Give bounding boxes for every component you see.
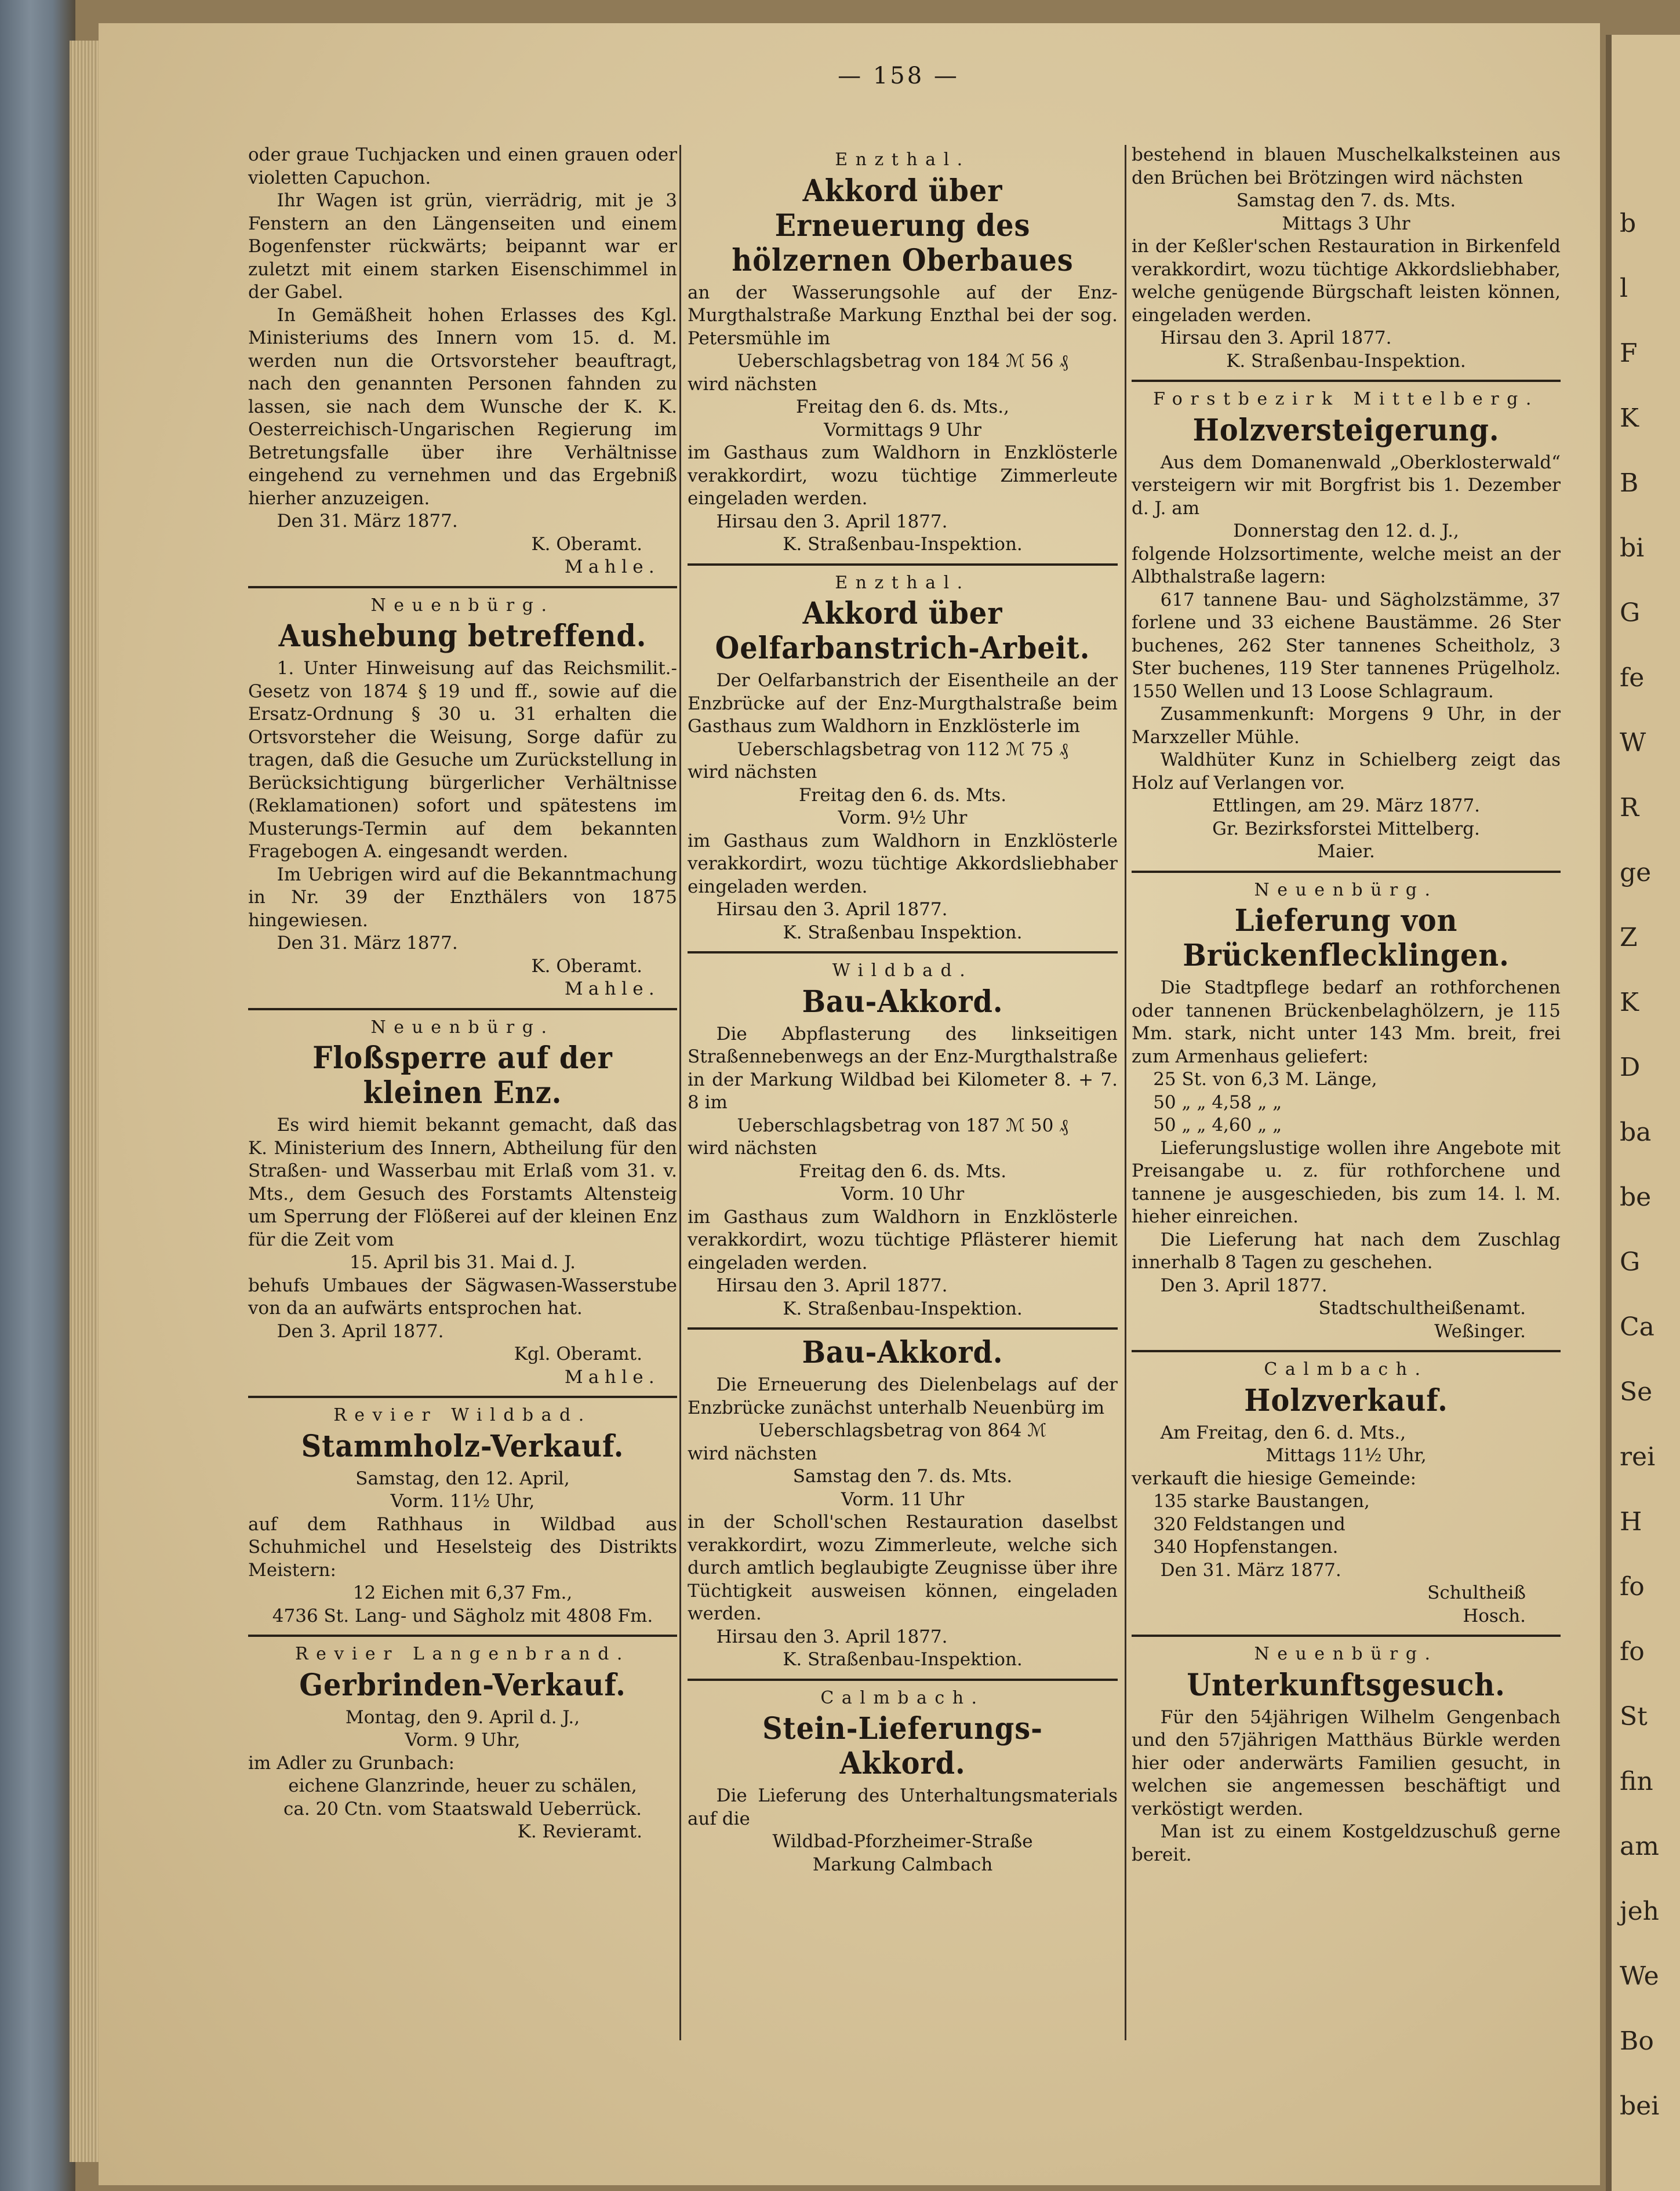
paragraph: Lieferungslustige wollen ihre Angebote mit Preisangabe u. z. für rothforchene und tannene je ausgeschieden, bis zum 14. l. M. hieher einreichen.	[1132, 1137, 1561, 1227]
notice-heading: Akkord über Erneuerung des hölzernen Oberbaues	[732, 173, 1074, 278]
paragraph: behufs Umbaues der Sägwasen-Wasserstube von da an aufwärts entsprochen hat.	[248, 1275, 677, 1319]
paragraph: im Gasthaus zum Waldhorn in Enzklösterle verakkordirt, wozu tüchtige Akkordsliebhaber eingeladen werden.	[688, 830, 1118, 897]
paragraph: Waldhüter Kunz in Schielberg zeigt das Holz auf Verlangen vor.	[1132, 749, 1561, 794]
next-page-fragment: fo	[1620, 1637, 1645, 1666]
centered-line: K. Straßenbau-Inspektion.	[783, 1649, 1023, 1670]
place-line: Enzthal.	[835, 150, 970, 170]
paragraph: 1. Unter Hinweisung auf das Reichsmilit.-Gesetz von 1874 § 19 und ff., sowie auf die Ersatz-Ordnung § 30 u. 31 erhalten die Ortsvorsteher die Weisung, Sorge dafür zu tragen, daß die Gesuche um Zurückstellung in Berücksichtigung bürgerlicher Verhältnisse (Reklamationen) sofort und spätestens im Musterungs-Termin auf dem bekannten Fragebogen A. eingesandt werden.	[248, 658, 677, 862]
centered-line: Freitag den 6. ds. Mts.	[798, 1160, 1007, 1182]
notice-heading: Floßsperre auf der kleinen Enz.	[312, 1040, 613, 1111]
centered-line: Vorm. 11 Uhr	[841, 1488, 965, 1510]
signature: Mahle.	[564, 978, 660, 999]
paragraph: Der Oelfarbanstrich der Eisentheile an der Enzbrücke auf der Enz-Murgthalstraße beim Gasthaus zum Waldhorn in Enzklösterle im	[688, 670, 1118, 737]
centered-line: Ueberschlagsbetrag von 187 ℳ 50 ₰	[737, 1115, 1068, 1136]
place-line: Revier Wildbad.	[333, 1405, 592, 1425]
paragraph: verkauft die hiesige Gemeinde:	[1132, 1468, 1417, 1489]
place-line: Neuenbürg.	[370, 1017, 555, 1038]
next-page-fragment: G	[1620, 598, 1641, 628]
paragraph: im Gasthaus zum Waldhorn in Enzklösterle verakkordirt, wozu tüchtige Pflästerer hiemit eingeladen werden.	[688, 1206, 1118, 1273]
signature: Kgl. Oberamt.	[514, 1344, 642, 1364]
centered-line: K. Straßenbau-Inspektion.	[783, 534, 1023, 555]
centered-line: Samstag den 7. ds. Mts.	[1236, 190, 1456, 211]
next-page-fragment: K	[1620, 403, 1639, 433]
next-page-fragment: fo	[1620, 1572, 1645, 1602]
place-line: Calmbach.	[820, 1687, 985, 1708]
paragraph: wird nächsten	[688, 1138, 817, 1159]
centered-line: 12 Eichen mit 6,37 Fm.,	[352, 1582, 573, 1603]
centered-line: Samstag den 7. ds. Mts.	[792, 1466, 1013, 1487]
section-divider	[248, 1396, 677, 1398]
centered-line: Mittags 3 Uhr	[1282, 213, 1410, 234]
page-number: — 158 —	[838, 63, 959, 89]
paragraph: Zusammenkunft: Morgens 9 Uhr, in der Marxzeller Mühle.	[1132, 704, 1561, 748]
column-divider	[1125, 145, 1126, 2040]
signature: Schultheiß	[1427, 1582, 1526, 1603]
centered-line: K. Straßenbau-Inspektion.	[1226, 350, 1466, 372]
next-page-fragment: F	[1620, 339, 1638, 368]
notice-heading: Gerbrinden-Verkauf.	[299, 1667, 626, 1703]
paragraph: oder graue Tuchjacken und einen grauen oder violetten Capuchon.	[248, 144, 677, 188]
notice-heading: Lieferung von Brückenflecklingen.	[1183, 903, 1510, 973]
paragraph: Die Lieferung hat nach dem Zuschlag innerhalb 8 Tagen zu geschehen.	[1132, 1229, 1561, 1273]
next-page-fragment: be	[1620, 1182, 1652, 1212]
book-cover-edge	[0, 0, 75, 2191]
paragraph: wird nächsten	[688, 762, 817, 782]
paragraph: Aus dem Domanenwald „Oberklosterwald“ versteigern wir mit Borgfrist bis 1. Dezember d. J. am	[1132, 452, 1561, 519]
next-page-fragment: b	[1620, 209, 1637, 238]
centered-line: K. Straßenbau Inspektion.	[783, 922, 1023, 943]
next-page-fragment: bi	[1620, 533, 1645, 563]
next-page-fragment: jeh	[1620, 1897, 1660, 1926]
centered-line: ca. 20 Ctn. vom Staatswald Ueberrück.	[283, 1798, 642, 1819]
paragraph: Den 3. April 1877.	[1160, 1275, 1328, 1296]
signature: Hosch.	[1463, 1605, 1526, 1626]
centered-line: Vorm. 9 Uhr,	[405, 1730, 521, 1750]
section-divider	[1132, 1350, 1561, 1352]
next-page-fragment: H	[1620, 1507, 1642, 1537]
next-page-edge	[1606, 35, 1680, 2191]
paragraph: Hirsau den 3. April 1877.	[716, 1626, 948, 1647]
centered-line: Samstag, den 12. April,	[355, 1468, 570, 1489]
column-right	[1132, 144, 1561, 1866]
paragraph: In Gemäßheit hohen Erlasses des Kgl. Ministeriums des Innern vom 15. d. M. werden nun die Ortsvorsteher beauftragt, nach den genannten Personen fahnden zu lassen, sie nach dem Wunsche der K. K. Oesterreichisch-Ungarischen Regierung im Betretungsfalle über ihre Verhältnisse eingehend zu vernehmen und das Ergebniß hierher anzuzeigen.	[248, 304, 677, 509]
next-page-fragment: St	[1620, 1702, 1648, 1731]
column-divider	[679, 145, 681, 2040]
section-divider	[688, 1327, 1118, 1330]
centered-line: Freitag den 6. ds. Mts.	[798, 784, 1007, 806]
list-line: 135 starke Baustangen,	[1153, 1491, 1370, 1512]
paragraph: Die Lieferung des Unterhaltungsmaterials auf die	[688, 1785, 1118, 1829]
place-line: Neuenbürg.	[1254, 879, 1438, 900]
centered-line: Donnerstag den 12. d. J.,	[1233, 521, 1459, 541]
next-page-fragment: am	[1620, 1832, 1659, 1861]
section-divider	[1132, 871, 1561, 873]
centered-line: Ueberschlagsbetrag von 112 ℳ 75 ₰	[737, 738, 1068, 760]
next-page-fragment: ge	[1620, 858, 1652, 887]
centered-line: Vorm. 10 Uhr	[841, 1184, 965, 1204]
place-line: Neuenbürg.	[370, 595, 555, 616]
list-line: 320 Feldstangen und	[1153, 1513, 1346, 1535]
next-page-fragment: fe	[1620, 663, 1645, 693]
signature: Stadtschultheißenamt.	[1318, 1298, 1526, 1319]
centered-line: Wildbad-Pforzheimer-Straße	[772, 1831, 1033, 1852]
notice-heading: Bau-Akkord.	[802, 1335, 1003, 1370]
paragraph: Ihr Wagen ist grün, vierrädrig, mit je 3 Fenstern an den Längenseiten und einem Bogenfenster rückwärts; beipannt war er zuletzt mit einem starken Eisenschimmel in der Gabel.	[248, 190, 677, 303]
paragraph: in der Keßler'schen Restauration in Birkenfeld verakkordirt, wozu tüchtige Akkordsliebhaber, welche genügende Bürgschaft leisten können, eingeladen werden.	[1132, 236, 1561, 326]
signature: Mahle.	[564, 1366, 660, 1388]
column-middle	[688, 144, 1118, 1876]
centered-line: Ueberschlagsbetrag von 864 ℳ	[758, 1420, 1047, 1441]
next-page-fragment: ba	[1620, 1118, 1652, 1147]
place-line: Revier Langenbrand.	[295, 1644, 630, 1664]
section-divider	[248, 1635, 677, 1637]
notice-heading: Aushebung betreffend.	[278, 618, 647, 654]
centered-line: Vorm. 11½ Uhr,	[390, 1491, 535, 1512]
paragraph: in der Scholl'schen Restauration daselbst verakkordirt, wozu Zimmerleute, welche sich durch amtlich beglaubigte Zeugnisse über ihre Tüchtigkeit ausweisen können, eingeladen werden.	[688, 1512, 1118, 1624]
signature: K. Oberamt.	[531, 955, 642, 977]
paragraph: Den 3. April 1877.	[277, 1320, 444, 1342]
centered-line: Montag, den 9. April d. J.,	[345, 1706, 580, 1728]
paragraph: Es wird hiemit bekannt gemacht, daß das K. Ministerium des Innern, Abtheilung für den Straßen- und Wasserbau mit Erlaß vom 31. v. Mts., dem Gesuch des Forstamts Altensteig um Sperrung der Flößerei auf der kleinen Enz für die Zeit vom	[248, 1115, 677, 1250]
next-page-fragment: We	[1620, 1961, 1659, 1991]
paragraph: Im Uebrigen wird auf die Bekanntmachung in Nr. 39 der Enzthälers von 1875 hingewiesen.	[248, 864, 677, 931]
place-line: Wildbad.	[832, 960, 973, 981]
paragraph: Die Abpflasterung des linkseitigen Straßennebenwegs an der Enz-Murgthalstraße in der Markung Wildbad bei Kilometer 8. + 7. 8 im	[688, 1023, 1118, 1113]
centered-line: 4736 St. Lang- und Sägholz mit 4808 Fm.	[272, 1605, 653, 1626]
centered-line: K. Straßenbau-Inspektion.	[783, 1298, 1023, 1319]
paragraph: Die Stadtpflege bedarf an rothforchenen oder tannenen Brückenbelaghölzern, je 115 Mm. stark, nicht unter 143 Mm. breit, frei zum Armenhaus geliefert:	[1132, 977, 1561, 1067]
signature: Mahle.	[564, 556, 660, 577]
notice-heading: Bau-Akkord.	[802, 984, 1003, 1020]
paragraph: bestehend in blauen Muschelkalksteinen aus den Brüchen bei Brötzingen wird nächsten	[1132, 144, 1561, 188]
signature: Weßinger.	[1434, 1320, 1526, 1342]
section-divider	[248, 1008, 677, 1010]
centered-line: eichene Glanzrinde, heuer zu schälen,	[288, 1775, 637, 1796]
section-divider	[688, 563, 1118, 566]
paragraph: Für den 54jährigen Wilhelm Gengenbach und den 57jährigen Matthäus Bürkle werden hier oder anderwärts Familien gesucht, in welchen sie angemessen beschäftigt und verköstigt werden.	[1132, 1706, 1561, 1819]
list-line: 25 St. von 6,3 M. Länge,	[1153, 1069, 1377, 1090]
section-divider	[1132, 380, 1561, 382]
paragraph: im Gasthaus zum Waldhorn in Enzklösterle verakkordirt, wozu tüchtige Zimmerleute eingeladen werden.	[688, 442, 1118, 509]
column-left	[248, 144, 677, 1844]
centered-line: Gr. Bezirksforstei Mittelberg.	[1212, 818, 1480, 839]
next-page-fragment: D	[1620, 1053, 1641, 1082]
paragraph: Den 31. März 1877.	[1160, 1559, 1341, 1581]
place-line: Forstbezirk Mittelberg.	[1153, 389, 1539, 409]
paragraph: im Adler zu Grunbach:	[248, 1752, 455, 1774]
notice-heading: Unterkunftsgesuch.	[1187, 1667, 1506, 1703]
paragraph: Den 31. März 1877.	[277, 933, 458, 953]
notice-heading: Stein-Lieferungs-Akkord.	[762, 1711, 1043, 1781]
paragraph: Hirsau den 3. April 1877.	[716, 899, 948, 920]
place-line: Calmbach.	[1264, 1359, 1428, 1380]
section-divider	[688, 1679, 1118, 1681]
next-page-fragment: Z	[1620, 923, 1638, 952]
notice-heading: Holzversteigerung.	[1192, 412, 1500, 448]
next-page-fragment: W	[1620, 728, 1646, 758]
next-page-fragment: K	[1620, 988, 1639, 1017]
paragraph: Hirsau den 3. April 1877.	[716, 1275, 948, 1296]
paragraph: Hirsau den 3. April 1877.	[1160, 327, 1392, 348]
notice-heading: Stammholz-Verkauf.	[301, 1428, 624, 1464]
next-page-fragment: R	[1620, 793, 1639, 822]
next-page-fragment: l	[1620, 274, 1628, 303]
centered-line: Ueberschlagsbetrag von 184 ℳ 56 ₰	[737, 351, 1068, 372]
centered-line: Maier.	[1317, 841, 1375, 862]
list-line: 50 „ „ 4,58 „ „	[1153, 1091, 1282, 1113]
paragraph: Die Erneuerung des Dielenbelags auf der Enzbrücke zunächst unterhalb Neuenbürg im	[688, 1374, 1118, 1418]
paragraph: Am Freitag, den 6. d. Mts.,	[1160, 1422, 1406, 1443]
paragraph: 617 tannene Bau- und Sägholzstämme, 37 forlene und 33 eichene Baustämme. 26 Ster buchenes, 262 Ster tannenes Scheitholz, 3 Ster buchenes, 119 Ster tannenes Prügelholz. 1550 Wellen und 13 Loose Schlagraum.	[1132, 589, 1561, 702]
paragraph: auf dem Rathhaus in Wildbad aus Schuhmichel und Heselsteig des Distrikts Meistern:	[248, 1513, 677, 1581]
paragraph: Hirsau den 3. April 1877.	[716, 511, 948, 532]
next-page-fragment: B	[1620, 468, 1639, 498]
next-page-fragment: G	[1620, 1247, 1641, 1277]
centered-line: Vorm. 9½ Uhr	[838, 807, 968, 828]
paragraph: wird nächsten	[688, 373, 817, 395]
section-divider	[688, 951, 1118, 953]
list-line: 340 Hopfenstangen.	[1153, 1537, 1339, 1557]
next-page-fragment: rei	[1620, 1442, 1656, 1472]
list-line: 50 „ „ 4,60 „ „	[1153, 1115, 1282, 1135]
section-divider	[1132, 1635, 1561, 1637]
paragraph: an der Wasserungsohle auf der Enz-Murgthalstraße Markung Enzthal bei der sog. Petersmühle im	[688, 282, 1118, 349]
next-page-fragment: Se	[1620, 1377, 1653, 1407]
centered-line: Vormittags 9 Uhr	[824, 419, 981, 441]
next-page-fragment: Bo	[1620, 2026, 1654, 2056]
section-divider	[248, 586, 677, 588]
place-line: Neuenbürg.	[1254, 1644, 1438, 1664]
place-line: Enzthal.	[835, 572, 970, 593]
paragraph: Den 31. März 1877.	[277, 511, 458, 532]
paragraph: wird nächsten	[688, 1443, 817, 1464]
next-page-fragment: fin	[1620, 1767, 1653, 1796]
next-page-fragment: bei	[1620, 2091, 1660, 2121]
centered-line: Mittags 11½ Uhr,	[1266, 1445, 1427, 1466]
notice-heading: Holzverkauf.	[1244, 1382, 1448, 1418]
centered-line: Markung Calmbach	[812, 1854, 993, 1875]
paragraph: Man ist zu einem Kostgeldzuschuß gerne bereit.	[1132, 1821, 1561, 1865]
centered-line: 15. April bis 31. Mai d. J.	[350, 1252, 576, 1273]
signature: K. Revieramt.	[517, 1821, 642, 1842]
notice-heading: Akkord über Oelfarbanstrich-Arbeit.	[715, 596, 1090, 666]
next-page-fragment: Ca	[1620, 1312, 1654, 1342]
signature: K. Oberamt.	[531, 533, 642, 555]
centered-line: Ettlingen, am 29. März 1877.	[1212, 795, 1481, 816]
centered-line: Freitag den 6. ds. Mts.,	[796, 396, 1009, 417]
paragraph: folgende Holzsortimente, welche meist an der Albthalstraße lagern:	[1132, 543, 1561, 587]
